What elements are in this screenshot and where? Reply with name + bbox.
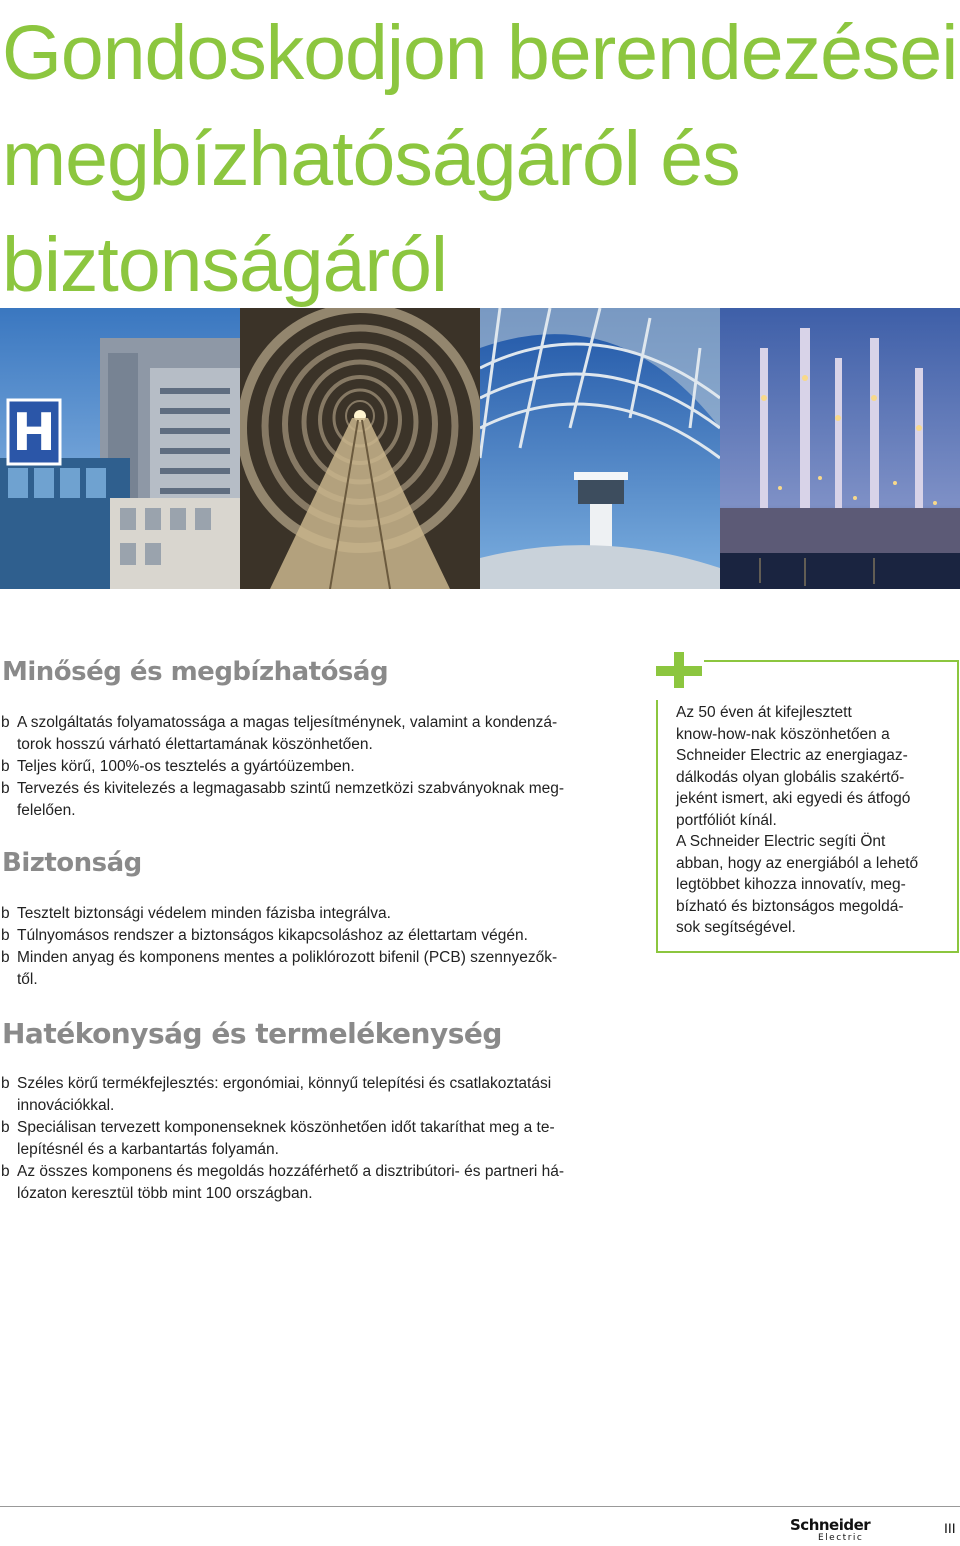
info-box-text: Az 50 éven át kifejlesztett know-how-nak köszönhetően a Schneider Electric az energiagaz- dálkodás olyan globális szakértő- jeként ismert, aki egyedi és átfogó portfóliót kínál. A Schneider Electric segíti Önt abban, hogy az energiából a lehető legtöbbet kihozza innovatív, meg- bízható és biztonságos megoldá- sok segítségével. (676, 704, 919, 936)
list-item: b Tesztelt biztonsági védelem minden fázisba integrálva. (0, 903, 630, 925)
title-line-1: Gondoskodjon berendezései (2, 10, 958, 96)
bullet-marker: b (1, 1119, 10, 1136)
bullet-marker: b (1, 1075, 10, 1092)
airport-photo (480, 308, 720, 589)
page-title (2, 0, 960, 318)
plus-icon (656, 652, 704, 700)
list-item: b Túlnyomásos rendszer a biztonságos kikapcsoláshoz az élettartam végén. (0, 925, 630, 947)
bullet-marker: b (1, 949, 10, 966)
list-item: b Teljes körű, 100%-os tesztelés a gyártóüzemben. (0, 756, 630, 778)
bullet-marker: b (1, 905, 10, 922)
quality-list (0, 712, 630, 822)
list-item: b Minden anyag és komponens mentes a poliklórozott bifenil (PCB) szennyezők- től. (1, 949, 558, 988)
efficiency-list (0, 1073, 630, 1205)
schneider-electric-logo (790, 1517, 880, 1543)
refinery-photo (720, 308, 960, 589)
tunnel-photo (240, 308, 480, 589)
bullet-marker: b (1, 758, 10, 775)
bullet-marker: b (1, 780, 10, 797)
quality-heading: Minőség és megbízhatóság (2, 657, 389, 687)
footer-divider (0, 1506, 960, 1507)
list-item: b Az összes komponens és megoldás hozzáférhető a disztribútori- és partneri há- lózaton keresztül több mint 100 országban. (1, 1163, 565, 1202)
page-number: III (944, 1520, 956, 1536)
efficiency-heading: Hatékonyság és termelékenység (2, 1017, 502, 1050)
title-line-2: megbízhatóságáról és (2, 116, 740, 202)
safety-list (0, 903, 630, 991)
logo-main-text: Schneider (790, 1516, 871, 1534)
list-item: b Széles körű termékfejlesztés: ergonómiai, könnyű telepítési és csatlakoztatási innovációkkal. (1, 1075, 552, 1114)
bullet-marker: b (1, 1163, 10, 1180)
photo-strip (0, 308, 960, 589)
logo-sub-text: Electric (818, 1533, 864, 1543)
info-box (656, 660, 959, 953)
bullet-marker: b (1, 927, 10, 944)
safety-heading: Biztonság (2, 848, 142, 878)
list-item: b A szolgáltatás folyamatossága a magas teljesítménynek, valamint a kondenzá- torok hosszú várható élettartamának köszönhetően. (1, 714, 558, 753)
info-box-border-left (656, 700, 658, 951)
hospital-sign-letter: H (12, 403, 56, 463)
list-item: b Speciálisan tervezett komponenseknek köszönhetően időt takaríthat meg a te- lepítésnél és a karbantartás folyamán. (1, 1119, 555, 1158)
bullet-marker: b (1, 714, 10, 731)
list-item: b Tervezés és kivitelezés a legmagasabb szintű nemzetközi szabványoknak meg- felelően. (1, 780, 565, 819)
title-line-3: biztonságáról (2, 222, 448, 308)
info-box-border-top (704, 660, 957, 662)
hospital-photo (0, 308, 240, 589)
